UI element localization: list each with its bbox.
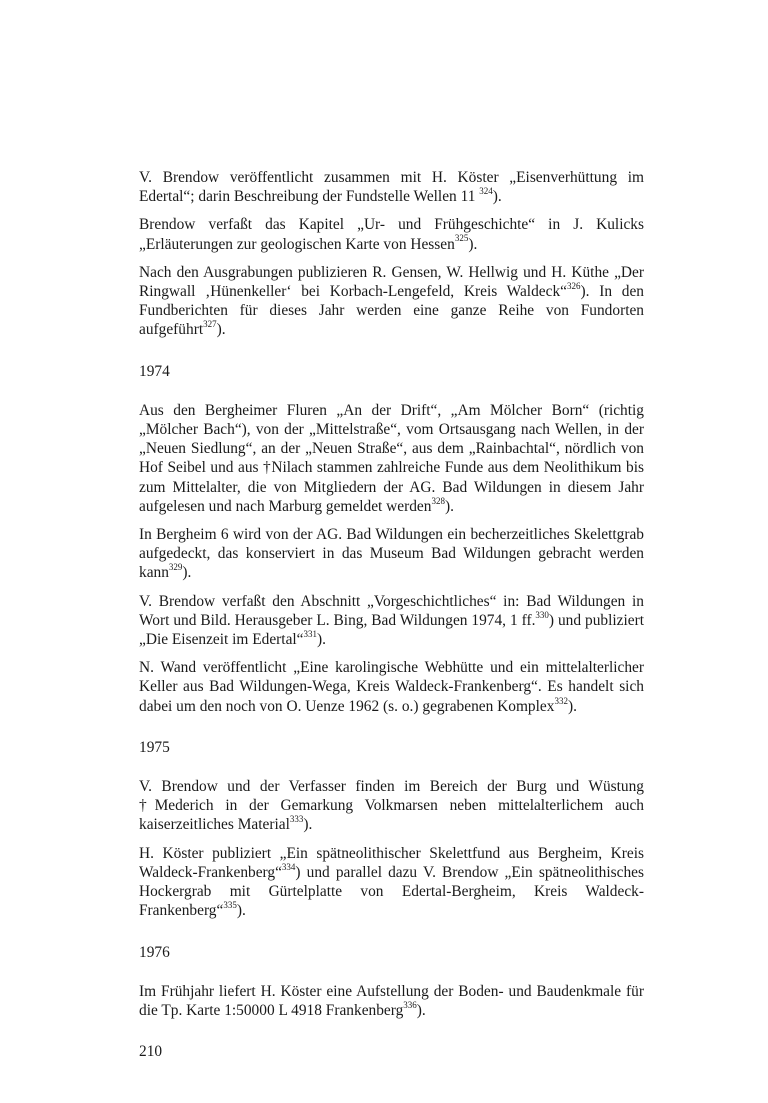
paragraph-text: Im Frühjahr liefert H. Köster eine Aufstellung der Boden- und Baudenkmale für die Tp. Karte 1:50000 L 4918 Frankenberg <box>139 982 644 1019</box>
paragraph-text: In Bergheim 6 wird von der AG. Bad Wildungen ein becherzeitliches Skelettgrab aufgedeckt, das konserviert in das Museum Bad Wildungen gebracht werden kann <box>139 526 644 582</box>
paragraph-text: Nach den Ausgrabungen publizieren R. Gensen, W. Hellwig und H. Küthe „Der Ringwall ‚Hünenkeller‘ bei Korbach-Lengefeld, Kreis Waldeck“ <box>139 263 644 301</box>
paragraph-text: H. Köster publiziert „Ein spätneolithischer Skelettfund aus Bergheim, Kreis Waldeck-Frankenberg“ <box>139 844 644 881</box>
year-heading: 1975 <box>139 738 170 756</box>
paragraph <box>139 263 644 340</box>
footnote-marker: 336 <box>403 999 417 1010</box>
paragraph-text: V. Brendow veröffentlicht zusammen mit H. Köster „Eisenverhüttung im Edertal“; darin Beschreibung der Fundstelle Wellen 11 <box>139 169 644 206</box>
paragraph-text: ). <box>182 564 192 582</box>
paragraph <box>139 215 644 253</box>
paragraph-text: ). <box>317 631 327 649</box>
footnote-marker: 331 <box>303 628 318 639</box>
footnote-marker: 324 <box>479 186 493 197</box>
paragraph-text: V. Brendow verfaßt den Abschnitt „Vorgeschichtliches“ in: Bad Wildungen in Wort und Bild. Herausgeber L. Bing, Bad Wildungen 1974, 1 ff. <box>139 592 644 629</box>
paragraph-text: ). <box>444 497 454 515</box>
paragraph-text: ). <box>492 188 502 206</box>
year-heading: 1976 <box>139 943 170 961</box>
paragraph-text: ) und parallel dazu V. Brendow „Ein spätneolithisches Hockergrab mit Gürtelplatte von Edertal-Bergheim, Kreis Waldeck-Frankenberg“ <box>139 863 644 920</box>
paragraph <box>139 777 644 835</box>
paragraph-text: ). <box>416 1001 426 1019</box>
footnote-marker: 332 <box>554 695 568 706</box>
footnote-marker: 326 <box>566 280 581 291</box>
paragraph-text: ). <box>567 697 577 715</box>
paragraph <box>139 658 644 716</box>
paragraph <box>139 401 644 516</box>
footnote-marker: 330 <box>535 609 549 620</box>
footnote-marker: 335 <box>223 900 237 911</box>
footnote-marker: 327 <box>203 319 217 330</box>
footnote-marker: 325 <box>454 233 469 244</box>
year-heading: 1974 <box>139 362 170 380</box>
paragraph-text: ). <box>468 235 478 253</box>
paragraph-text: Aus den Bergheimer Fluren „An der Drift“, „Am Mölcher Born“ (richtig „Mölcher Bach“), von der „Mittelstraße“, vom Ortsausgang nach Wellen, in der „Neuen Siedlung“, an der „Neuen Straße“, aus dem „Rainbachtal“, nördlich von Hof Seibel und aus †Nilach stammen zahlreiche Funde aus dem Neolithikum bis zum Mittelalter, die von Mitgliedern der AG. Bad Wildungen in diesem Jahr aufgelesen und nach Marburg gemeldet werden <box>139 401 644 515</box>
document-body <box>139 168 644 1020</box>
paragraph-text: Brendow verfaßt das Kapitel „Ur- und Frühgeschichte“ in J. Kulicks „Erläuterungen zur geologischen Karte von Hessen <box>139 216 644 253</box>
paragraph <box>139 982 644 1020</box>
page-number: 210 <box>139 1043 163 1061</box>
paragraph-text: ). <box>216 321 226 339</box>
paragraph-text: ). <box>236 902 246 920</box>
footnote-marker: 329 <box>168 562 183 573</box>
paragraph <box>139 168 644 206</box>
paragraph <box>139 844 644 921</box>
paragraph-text: ) und publiziert „Die Eisenzeit im Edertal“ <box>139 611 644 649</box>
paragraph-text: ). <box>303 816 313 834</box>
paragraph-text: V. Brendow und der Verfasser finden im Bereich der Burg und Wüstung †Mederich in der Gemarkung Volkmarsen neben mittelalterlichem auch kaiserzeitliches Material <box>139 778 644 834</box>
paragraph-text: N. Wand veröffentlicht „Eine karolingische Webhütte und ein mittelalterlicher Keller aus Bad Wildungen-Wega, Kreis Waldeck-Frankenberg“. Es handelt sich dabei um den noch von O. Uenze 1962 (s. o.) gegrabenen Komplex <box>139 659 644 715</box>
document-page <box>139 168 644 1061</box>
footnote-marker: 334 <box>281 861 296 872</box>
footnote-marker: 328 <box>431 495 445 506</box>
footnote-marker: 333 <box>289 814 304 825</box>
paragraph <box>139 525 644 583</box>
paragraph <box>139 592 644 650</box>
paragraph-text: ). In den Fundberichten für dieses Jahr werden eine ganze Reihe von Fundorten aufgeführt <box>139 283 644 339</box>
